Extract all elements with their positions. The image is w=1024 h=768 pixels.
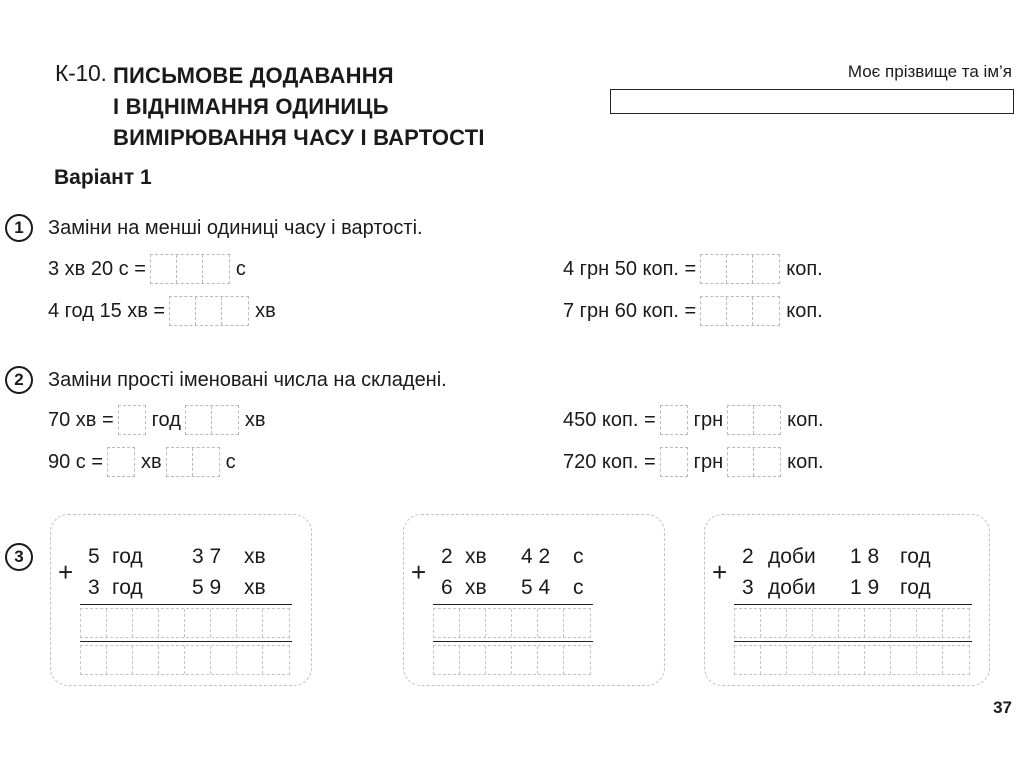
unit-label-1: грн [693, 450, 724, 473]
addend-line-2: 3 доби 1 9 год [742, 575, 931, 599]
unit-label-2: с [225, 450, 236, 473]
name-label: Моє прізвище та ім’я [847, 62, 1012, 81]
expression: 3 хв 20 с = [48, 257, 146, 280]
task-1-number-badge: 1 [5, 214, 33, 242]
sum-line [433, 604, 593, 605]
title-line-1: ПИСЬМОВЕ ДОДАВАННЯ [113, 63, 394, 88]
unit-label: коп. [786, 257, 823, 280]
unit-label: хв [255, 299, 276, 322]
unit-label-2: коп. [787, 408, 824, 431]
addends-3 [742, 541, 931, 603]
task-1-row-2 [48, 294, 280, 328]
plus-sign: + [58, 557, 74, 587]
worksheet-title [113, 60, 485, 153]
answer-cells-2[interactable] [727, 405, 781, 435]
expression: 720 коп. = [563, 450, 656, 473]
addend-line-2: 3 год 5 9 хв [88, 575, 266, 599]
unit-label: коп. [786, 299, 823, 322]
task-2-row-3 [563, 403, 828, 437]
unit-label-1: год [151, 408, 181, 431]
answer-cells-1[interactable] [107, 447, 135, 477]
answer-cells-1[interactable] [118, 405, 146, 435]
answer-cells[interactable] [169, 296, 249, 326]
answer-cells-1[interactable] [660, 405, 688, 435]
answer-cells[interactable] [700, 296, 780, 326]
variant-heading: Варіант 1 [54, 166, 152, 189]
unit-label-2: хв [244, 408, 266, 431]
answer-cells-2[interactable] [185, 405, 239, 435]
task-2-instruction: Заміни прості іменовані числа на складені. [48, 369, 447, 391]
worksheet-code: К-10. [55, 60, 107, 86]
expression: 450 коп. = [563, 408, 656, 431]
answer-cells[interactable] [700, 254, 780, 284]
addends-2 [441, 541, 584, 603]
unit-label-1: хв [141, 450, 162, 473]
task-2-row-2 [48, 445, 240, 479]
expression: 70 хв = [48, 408, 114, 431]
task-2-row-4 [563, 445, 828, 479]
answer-cells-2[interactable] [166, 447, 220, 477]
unit-label: с [235, 257, 246, 280]
expression: 4 грн 50 коп. = [563, 257, 697, 280]
answer-grid-row-1[interactable] [734, 608, 970, 638]
answer-grid-row-2[interactable] [80, 645, 290, 675]
name-field[interactable] [610, 89, 1014, 114]
result-line [80, 641, 292, 642]
addend-line-1: 5 год 3 7 хв [88, 544, 266, 568]
unit-label-2: коп. [787, 450, 824, 473]
answer-grid-row-2[interactable] [734, 645, 970, 675]
result-line [734, 641, 972, 642]
task-1-row-1 [48, 252, 250, 286]
task-3-number-badge: 3 [5, 543, 33, 571]
answer-cells-2[interactable] [727, 447, 781, 477]
answer-grid-row-2[interactable] [433, 645, 591, 675]
result-line [433, 641, 593, 642]
answer-grid-row-1[interactable] [80, 608, 290, 638]
task-1-row-3 [563, 252, 827, 286]
expression: 90 с = [48, 450, 104, 473]
plus-sign: + [411, 557, 427, 587]
task-2-number-badge: 2 [5, 366, 33, 394]
page-number: 37 [993, 698, 1012, 717]
sum-line [80, 604, 292, 605]
addend-line-1: 2 доби 1 8 год [742, 544, 931, 568]
expression: 4 год 15 хв = [48, 299, 166, 322]
answer-cells[interactable] [150, 254, 230, 284]
task-1-instruction: Заміни на менші одиниці часу і вартості. [48, 217, 423, 239]
answer-grid-row-1[interactable] [433, 608, 591, 638]
plus-sign: + [712, 557, 728, 587]
title-line-3: ВИМІРЮВАННЯ ЧАСУ І ВАРТОСТІ [113, 125, 485, 150]
title-line-2: І ВІДНІМАННЯ ОДИНИЦЬ [113, 94, 389, 119]
task-1-row-4 [563, 294, 827, 328]
addend-line-2: 6 хв 5 4 с [441, 575, 584, 599]
expression: 7 грн 60 коп. = [563, 299, 697, 322]
addends-1 [88, 541, 266, 603]
answer-cells-1[interactable] [660, 447, 688, 477]
addend-line-1: 2 хв 4 2 с [441, 544, 584, 568]
sum-line [734, 604, 972, 605]
task-2-row-1 [48, 403, 270, 437]
unit-label-1: грн [693, 408, 724, 431]
